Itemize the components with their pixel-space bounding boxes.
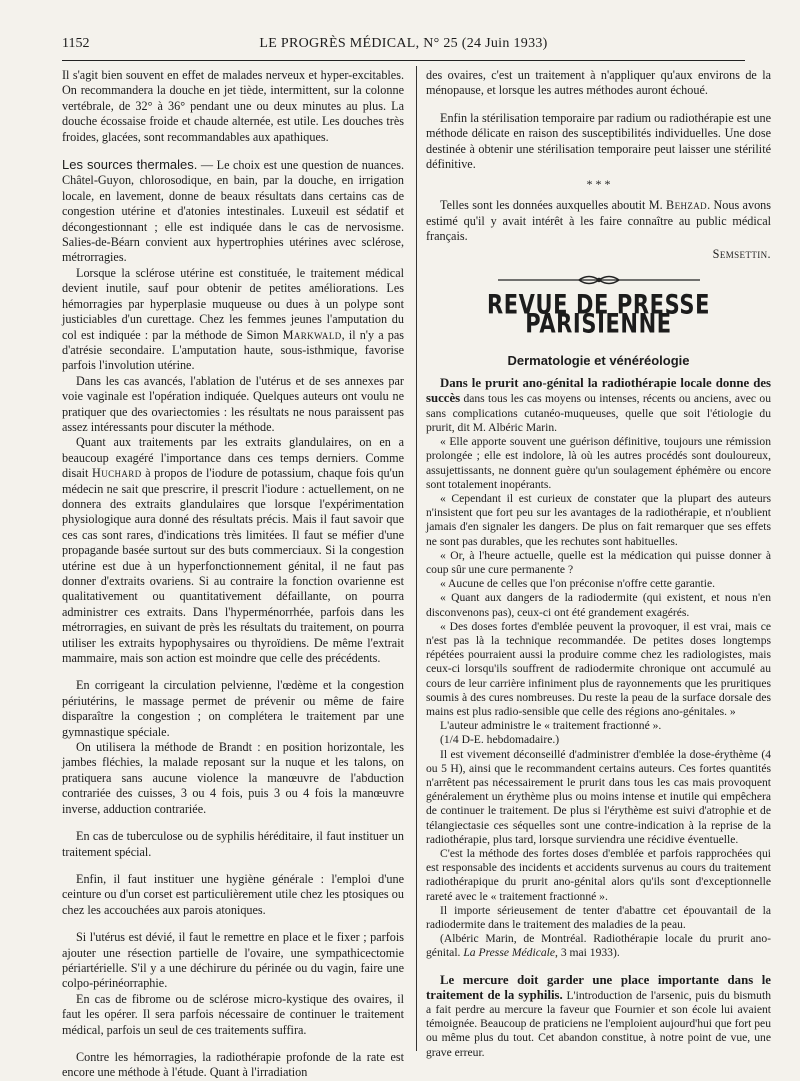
subsection-heading: Dermatologie et vénéréologie xyxy=(507,352,690,368)
header-rule xyxy=(62,60,745,61)
page-number: 1152 xyxy=(62,36,90,51)
journal-title: LE PROGRÈS MÉDICAL, N° 25 (24 Juin 1933) xyxy=(259,36,548,51)
paragraph: « Des doses fortes d'emblée peuvent la provoquer, il est vrai, mais ce n'est pas là la technique recommandée. De petites doses longtemps répétées pourraient aussi la produire comme chez les radiologistes, mais ceux-ci lorsqu'ils souffrent de radiodermite chronique ont accumulé au cours de leur carrière infiniment plus de rayonnements que les pruritiques soumis à des cures nombreuses. Du reste la peau de la surface dorsale des mains est plus radio-sensible que celle des régions ano-génitales. » xyxy=(426,619,771,718)
paragraph-sources: Les sources thermales. — Le choix est une question de nuances. Châtel-Guyon, chlorosodique, en bain, par la douche, en irrigation locale, en lavement, donne de beaux résultats dans certains cas de congestion utérine et d'atonies intestinales. Luxeuil est sédatif et décongestionnant ; elle est indiquée dans le cas de nervosisme. Salies-de-Béarn convient aux hypertrophies utérines avec sclérose, métrorragies. xyxy=(62,157,404,265)
paragraph: Contre les hémorragies, la radiothérapie profonde de la rate est encore une méthode à l'étude. Quant à l'irradiation xyxy=(62,1049,404,1080)
author-name: Behzad xyxy=(666,198,708,213)
paragraph: « Elle apporte souvent une guérison définitive, toujours une rémission prolongée ; elle est indolore, là où les autres procédés sont douloureux, assujettissants, ne donnent guère qu'un soulagement éphémère ou encore sont totalement inopérants. xyxy=(426,435,771,491)
page-header xyxy=(62,36,745,58)
paragraph: C'est la méthode des fortes doses d'emblée et parfois rapprochées qui est responsable des incidents et accidents survenus au cours du traitement radiothérapique du prurit ano-génital alors qu'ils sont d'exceptionnelle rareté avec le « traitement fractionné ». xyxy=(426,846,771,903)
column-divider xyxy=(416,66,417,1051)
asterism: * * * xyxy=(586,177,611,192)
paragraph: (1/4 D-E. hebdomadaire.) xyxy=(440,733,560,747)
signature: Semsettin. xyxy=(712,246,771,261)
paragraph: En cas de tuberculose ou de syphilis héréditaire, il faut instituer un traitement spécial. xyxy=(62,829,404,859)
paragraph: « Quant aux dangers de la radiodermite (qui existent, et nous n'en disconvenons pas), ceux-ci ont été grandement exagérés. xyxy=(426,591,771,619)
paragraph: Il s'agit bien souvent en effet de malades nerveux et hyper-excitables. On recommandera la douche en jet tiède, intermittent, sur la colonne vertébrale, de 32° à 36° pendant une ou deux minutes au plus. La douche écossaise froide et chaude alternée, est utile. Les douches très froides, glacées, sont recommandables aux apathiques. xyxy=(62,68,404,144)
paragraph: En cas de fibrome ou de sclérose micro-kystique des ovaires, il faut les opérer. Il sera parfois nécessaire de continuer le traitement médical, parfois un seul de ces traitements suffira. xyxy=(62,991,404,1037)
paragraph: Enfin la stérilisation temporaire par radium ou radiothérapie est une méthode délicate en raison des susceptibilités individuelles. Une dose destinée à obtenir une stérilisation temporaire peut laisser une stérilité définitive. xyxy=(426,110,771,172)
paragraph: Le mercure doit garder une place importante dans le traitement de la syphilis. L'introduction de l'arsenic, puis du bismuth a fait perdre au mercure la faveur que Fournier et son école lui avaient témoignée. Beaucoup de praticiens ne l'emploient aujourd'hui que fort peu ou même plus du tout. Cet abandon constitue, à notre point de vue, une grave erreur. xyxy=(426,972,771,1059)
article-lead: Dans le prurit ano-génital la radiothérapie locale donne des succès xyxy=(426,376,771,406)
paragraph: Quant aux traitements par les extraits glandulaires, on en a beaucoup exagéré l'importance dans ces temps derniers. Comme disait Huchard à propos de l'iodure de potassium, chaque fois qu'un médecin ne sait que prescrire, il prescrit l'iodure : actuellement, on ne donnera des extraits glandulaires que lorsque l'expérimentation physiologique aura donné des résultats précis. Mais il faut savoir que ces cas sont rares, d'indications très limitées. Il faut se méfier d'une propagande basée surtout sur des buts commerciaux. Si la congestion utérine est due à un hyperfonctionnement génital, il ne faut pas donner d'extraits ovariens. Si au contraire la fonction ovarienne est qualitativement ou quantitativement défaillante, on pourra administrer ces extraits. Dans l'hyperménorrhée, parfois dans les métrorragies, en suivant de près les résultats du traitement, on pourra utiliser les extraits hypophysaires ou thyroïdiens. De même l'extrait mammaire, mais son action est moindre que celle des précédents. xyxy=(62,435,405,666)
paragraph: « Or, à l'heure actuelle, quelle est la médication qui puisse donner à coup sûr une cure permanente ? xyxy=(426,548,771,576)
paragraph: « Aucune de celles que l'on préconise n'offre cette garantie. xyxy=(440,577,716,591)
paragraph: En corrigeant la circulation pelvienne, l'œdème et la congestion périutérins, le massage permet de prévenir ou même de faire disparaître la congestion ; on complétera le traitement par une gymnastique spéciale. xyxy=(62,678,404,739)
paragraph: L'auteur administre le « traitement fractionné ». xyxy=(440,719,662,733)
author-name: Markwald xyxy=(282,327,342,342)
paragraph: Il est vivement déconseillé d'administrer d'emblée la dose-érythème (4 ou 5 H), ainsi que le recommandent certains auteurs. Ces fortes quantités n'arrêtent pas nécessairement le prurit dans tous les cas mais provoquent généralement un érythème plus ou moins intense et inutile qui empêchera de continuer le traitement. De plus si l'érythème est suivi d'atrophie et de télangiectasie ces séquelles sont une contre-indication à la reprise de la radiothérapie, plus tard, lorsque surviendra une récidive éventuelle. xyxy=(426,747,771,846)
paragraph: des ovaires, c'est un traitement à n'appliquer qu'aux environs de la ménopause, et lorsque les autres méthodes auront échoué. xyxy=(426,68,771,98)
paragraph: Dans le prurit ano-génital la radiothérapie locale donne des succès dans tous les cas moyens ou intenses, récents ou anciens, avec ou sans complications cutanéo-muqueuses, quelle que soit l'étiologie du prurit, dit M. Albéric Marin. xyxy=(426,376,771,434)
paragraph: On utilisera la méthode de Brandt : en position horizontale, les jambes fléchies, la malade reposant sur la nuque et les talons, on pratiquera sans aucune violence la manœuvre de l'abduction contrariée des cuisses, 3 ou 4 fois, puis 3 ou 4 fois la manœuvre inverse, adduction contrariée. xyxy=(62,740,404,816)
paragraph: Telles sont les données auxquelles aboutit M. Behzad. Nous avons estimé qu'il y avait intérêt à les faire connaître au public médical français. xyxy=(426,198,771,244)
section-title: REVUE DE PRESSE PARISIENNE xyxy=(486,289,711,340)
journal-name: La Presse Médicale xyxy=(463,946,556,960)
article-syphilis xyxy=(426,973,771,1060)
section-heading: Les sources thermales. xyxy=(62,157,198,173)
reference: (Albéric Marin, de Montréal. Radiothérapie locale du prurit ano-génital. La Presse Médicale, 3 mai 1933). xyxy=(426,932,771,960)
author-name: Huchard xyxy=(92,466,142,481)
ornament-divider-icon xyxy=(494,272,704,288)
paragraph: Enfin, il faut instituer une hygiène générale : l'emploi d'une ceinture ou d'un corset est particulièrement utile chez les ptosiques ou chez les accouchées aux parois atoniques. xyxy=(62,871,404,917)
article-dermatology xyxy=(426,376,771,960)
paragraph: Il importe sérieusement de tenter d'abattre cet épouvantail de la radiodermite dans le traitement des maladies de la peau. xyxy=(426,903,771,931)
paragraph: Lorsque la sclérose utérine est constituée, le traitement médical devient inutile, sauf pour obtenir de petites améliorations. Les hémorragies par hyperplasie muqueuse ou dues à un polype sont justiciables d'un curettage. Chez les femmes jeunes l'amputation du col est indiquée : par la méthode de Simon Markwald, il n'y a pas d'atrésie secondaire. L'amputation haute, sous-isthmique, favorise parfois l'involution utérine. xyxy=(62,265,405,373)
left-column xyxy=(62,68,404,1081)
paragraph: « Cependant il est curieux de constater que la plupart des auteurs n'insistent que fort peu sur les avantages de la radiothérapie, et n'oublient jamais d'en signaler les dangers. De plus on fait remarquer que ses effets ne sont pas durables, que les rechutes sont habituelles. xyxy=(426,491,771,548)
paragraph: Dans les cas avancés, l'ablation de l'utérus et de ses annexes par voie vaginale est l'opération indiquée. Quelques auteurs ont voulu ne pratiquer que des ovariectomies : les résultats ne nous paraissent pas assez intéressants pour discuter la méthode. xyxy=(62,373,404,434)
paragraph: Si l'utérus est dévié, il faut le remettre en place et le fixer ; parfois ajouter une résection partielle de l'ovaire, une sympathicectomie périartérielle. S'il y a une déchirure du périnée ou du vagin, faire une colpo-périnéorraphie. xyxy=(62,930,404,991)
right-column xyxy=(426,68,771,1060)
article-lead: Le mercure doit garder une place importante dans le traitement de la syphilis. xyxy=(426,972,771,1002)
